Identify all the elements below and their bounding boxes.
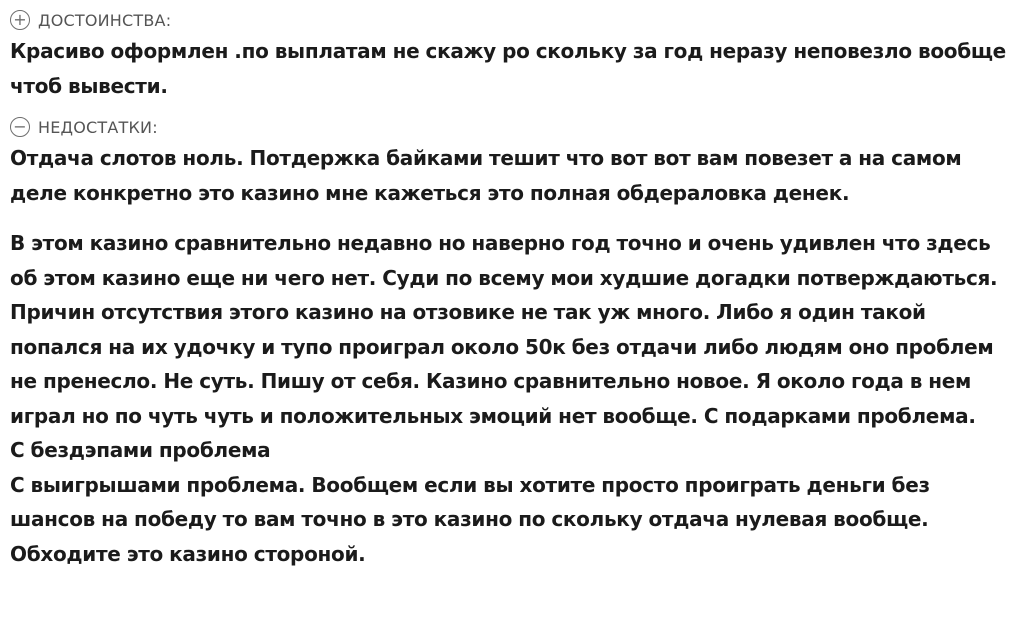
- cons-title: НЕДОСТАТКИ:: [38, 117, 158, 137]
- pros-header: [10, 6, 1014, 34]
- review-comment: [10, 226, 1014, 571]
- cons-header: [10, 113, 1014, 141]
- comment-paragraph: В этом казино сравнительно недавно но наверно год точно и очень удивлен что здесь об этом казино еще ни чего нет. Суди по всему мои худшие догадки потверждаються. Причин отсутствия этого казино на отзовике не так уж много. Либо я один такой попался на их удочку и тупо проиграл около 50к без отдачи либо людям оно проблем не пренесло. Не суть. Пишу от себя. Казино сравнительно новое. Я около года в нем играл но по чуть чуть и положительных эмоций нет вообще. С подарками проблема.: [10, 231, 998, 428]
- pros-text: Красиво оформлен .по выплатам не скажу ро скольку за год неразу неповезло вообще чтоб вывести.: [10, 39, 1006, 98]
- pros-title: ДОСТОИНСТВА:: [38, 10, 172, 30]
- comment-paragraph: С выигрышами проблема. Вообщем если вы хотите просто проиграть деньги без шансов на победу то вам точно в это казино по скольку отдача нулевая вообще. Обходите это казино стороной.: [10, 472, 930, 566]
- minus-circle-icon: −: [10, 117, 30, 137]
- cons-text: Отдача слотов ноль. Потдержка байками тешит что вот вот вам повезет а на самом деле конкретно это казино мне кажеться это полная обдераловка денек.: [10, 146, 962, 205]
- comment-paragraph: С бездэпами проблема: [10, 438, 271, 462]
- plus-circle-icon: +: [10, 10, 30, 30]
